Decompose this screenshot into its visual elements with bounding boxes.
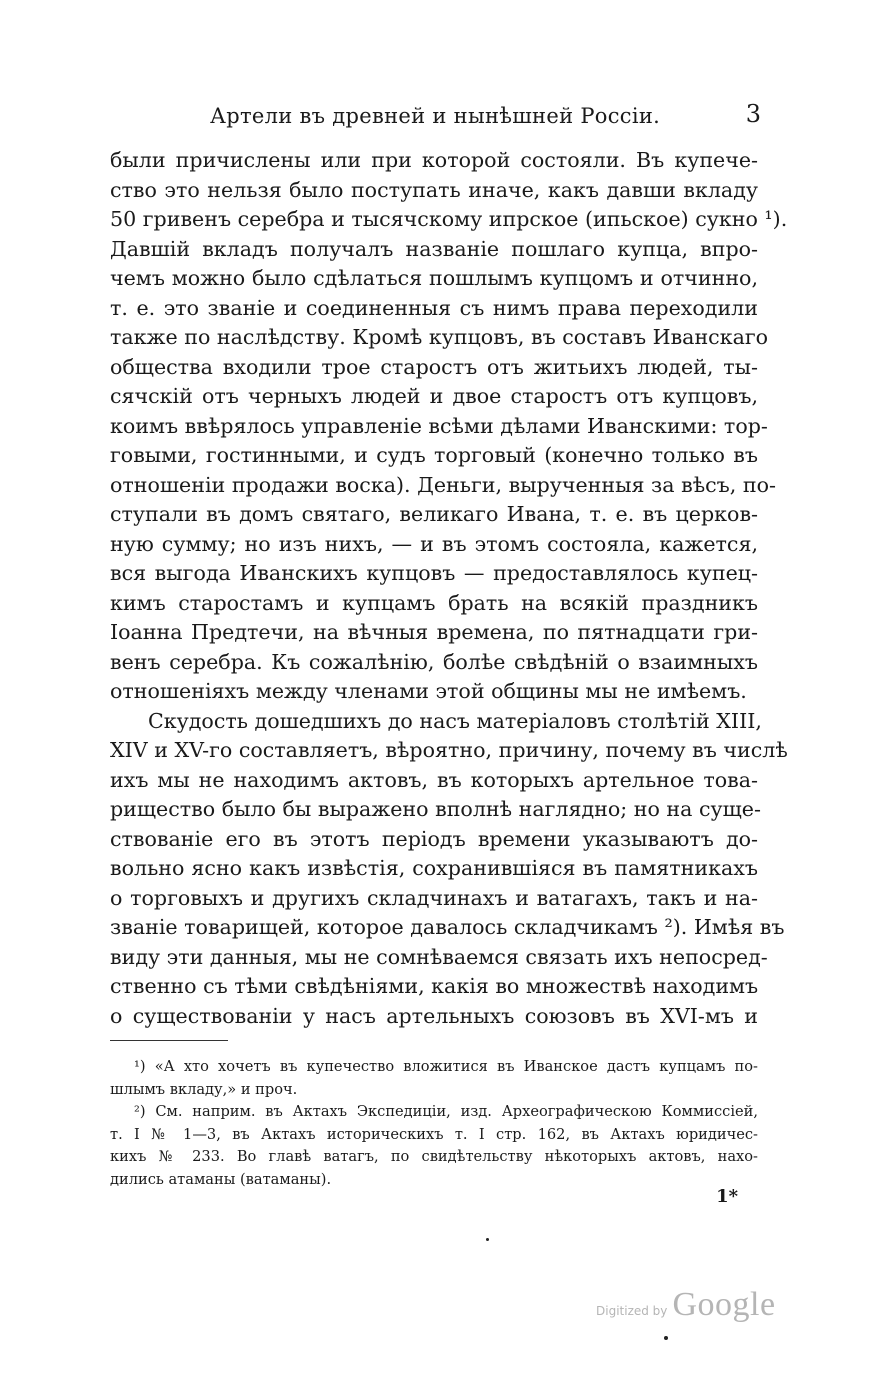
body-line: говыми, гостинными, и судъ торговый (конечно только въ: [110, 443, 758, 467]
footnote-line: ²) См. наприм. въ Актахъ Экспедиціи, изд. Археографическою Коммиссіей,: [134, 1103, 758, 1120]
body-line: венъ серебра. Къ сожалѣнію, болѣе свѣдѣній о взаимныхъ: [110, 649, 758, 674]
body-line: вольно ясно какъ извѣстія, сохранившіяся въ памятникахъ: [110, 856, 758, 880]
body-line: Іоанна Предтечи, на вѣчныя времена, по пятнадцати гри-: [110, 620, 758, 644]
body-line: т. е. это званіе и соединенныя съ нимъ права переходили: [110, 295, 758, 320]
google-logo: Google: [672, 1286, 776, 1323]
running-title: Артели въ древней и нынѣшней Россіи.: [210, 104, 661, 128]
body-line: были причислены или при которой состояли. Въ купече-: [110, 148, 758, 172]
body-line: ство это нельзя было поступать иначе, какъ давши вкладу: [110, 177, 758, 202]
body-line: общества входили трое старостъ отъ житьихъ людей, ты-: [110, 354, 758, 379]
footnote-line: кихъ № 233. Во главѣ ватагъ, по свидѣтельству нѣкоторыхъ актовъ, нахо-: [110, 1148, 758, 1165]
body-line: ступали въ домъ святаго, великаго Ивана, т. е. въ церков-: [110, 502, 758, 526]
body-line: ную сумму; но изъ нихъ, — и въ этомъ состояла, кажется,: [110, 531, 758, 556]
print-speck: [664, 1336, 668, 1340]
body-line: ихъ мы не находимъ актовъ, въ которыхъ артельное това-: [110, 767, 758, 792]
body-line: чемъ можно было сдѣлаться пошлымъ купцомъ и отчинно,: [110, 266, 758, 290]
body-line: кимъ старостамъ и купцамъ брать на всякій праздникъ: [110, 590, 758, 615]
body-line: ствованіе его въ этотъ періодъ времени указываютъ до-: [110, 826, 758, 851]
body-line: о существованіи у насъ артельныхъ союзовъ въ XVI-мъ и: [110, 1003, 758, 1028]
print-speck: [486, 1238, 489, 1241]
footnote-line: дились атаманы (ватаманы).: [110, 1170, 332, 1188]
footnote-divider: [110, 1040, 228, 1041]
body-line: коимъ ввѣрялось управленіе всѣми дѣлами Иванскими: тор-: [110, 413, 768, 438]
body-text: [110, 146, 788, 1031]
paragraph-start-line: Скудость дошедшихъ до насъ матеріаловъ столѣтій XIII,: [148, 708, 762, 733]
footnotes: [110, 1056, 758, 1191]
body-line: званіе товарищей, которое давалось складчикамъ ²). Имѣя въ: [110, 915, 785, 939]
page-number: 3: [745, 100, 761, 128]
body-line: о торговыхъ и другихъ складчинахъ и ватагахъ, такъ и на-: [110, 885, 758, 910]
footnote-line: ¹) «А хто хочетъ въ купечество вложитися въ Иванское дастъ купцамъ по-: [134, 1058, 758, 1075]
body-line: отношеніяхъ между членами этой общины мы не имѣемъ.: [110, 679, 747, 703]
body-line: также по наслѣдству. Кромѣ купцовъ, въ составъ Иванскаго: [110, 325, 769, 349]
body-line: сячскій отъ черныхъ людей и двое старостъ отъ купцовъ,: [110, 384, 758, 408]
body-line: вся выгода Иванскихъ купцовъ — предоставлялось купец-: [110, 561, 758, 585]
signature-mark: 1*: [716, 1186, 738, 1207]
body-line: Давшій вкладъ получалъ названіе пошлаго купца, впро-: [110, 236, 758, 261]
body-line: отношеніи продажи воска). Деньги, вырученныя за вѣсъ, по-: [110, 472, 776, 497]
body-line: XIV и XV-го составляетъ, вѣроятно, причину, почему въ числѣ: [110, 738, 788, 762]
body-line: рищество было бы выражено вполнѣ наглядно; но на суще-: [110, 797, 761, 821]
footnote-line: шлымъ вкладу,» и проч.: [110, 1080, 298, 1098]
digitized-watermark: [596, 1286, 776, 1324]
body-line: ственно съ тѣми свѣдѣніями, какія во множествѣ находимъ: [110, 974, 759, 998]
body-line: 50 гривенъ серебра и тысячскому ипрское (ипьское) сукно ¹).: [110, 207, 788, 231]
watermark-prefix: Digitized by: [596, 1304, 668, 1318]
footnote-line: т. I № 1—3, въ Актахъ историческихъ т. I стр. 162, въ Актахъ юридичес-: [110, 1125, 758, 1143]
running-header: [110, 100, 765, 134]
body-line: виду эти данныя, мы не сомнѣваемся связать ихъ непосред-: [110, 944, 768, 969]
